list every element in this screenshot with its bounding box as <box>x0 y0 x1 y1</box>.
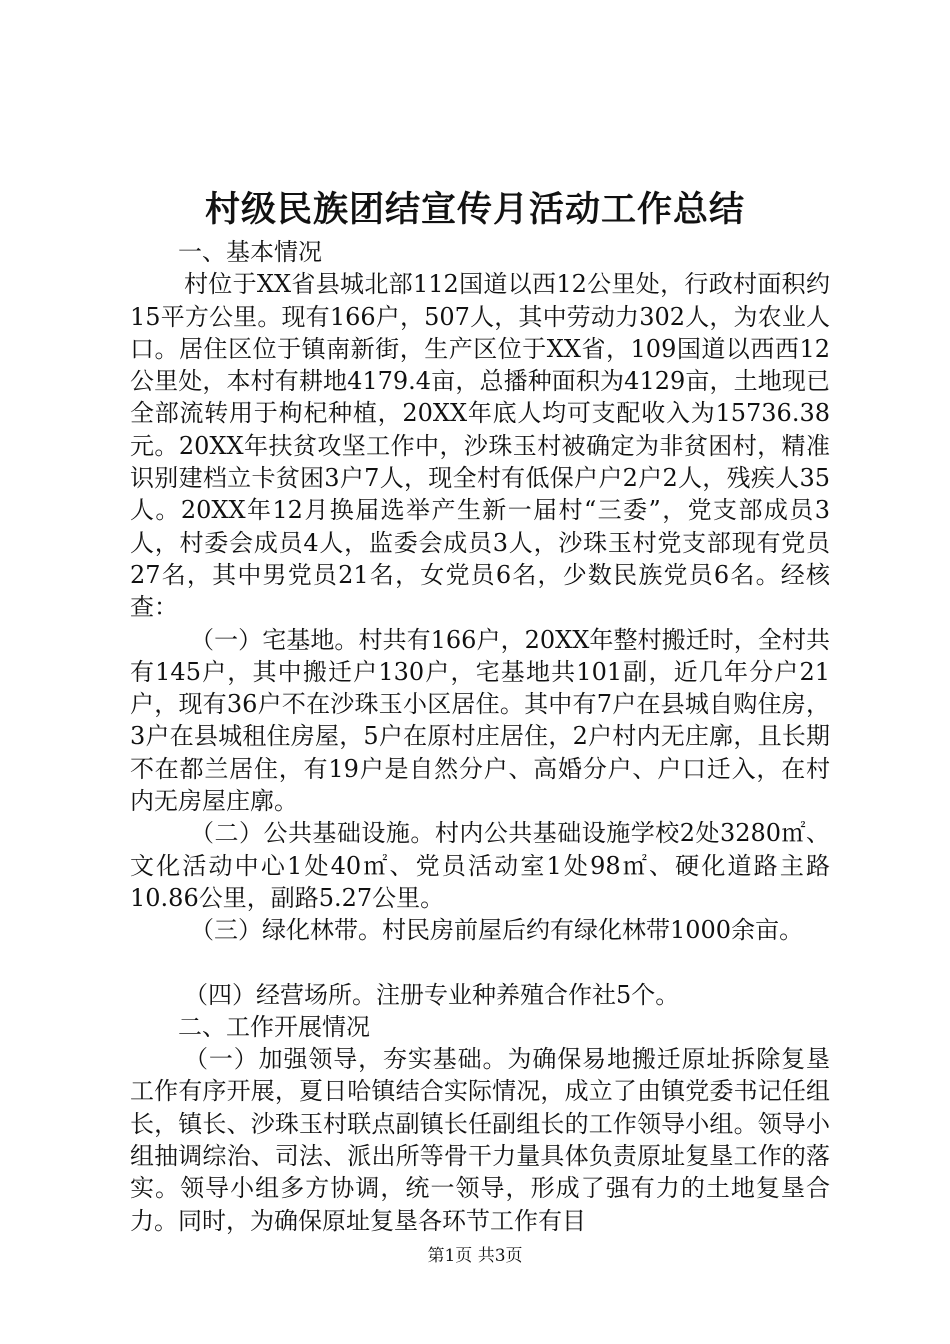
paragraph: （四）经营场所。注册专业种养殖合作社5个。 <box>184 980 680 1009</box>
paragraph: （一）加强领导，夯实基础。为确保易地搬迁原址拆除复垦工作有序开展，夏日哈镇结合实际情况，成立了由镇党委书记任组长，镇长、沙珠玉村联点副镇长任副组长的工作领导小组。领导小组抽调综治、司法、派出所等骨干力量具体负责原址复垦工作的落实。领导小组多方协调，统一领导，形成了强有力的土地复垦合力。同时，为确保原址复垦各环节工作有目 <box>130 1045 830 1235</box>
page-footer: 第1页 共3页 <box>427 1246 523 1266</box>
section-heading: 二、工作开展情况 <box>178 1012 370 1041</box>
paragraph: （一）宅基地。村共有166户，20XX年整村搬迁时，全村共有145户，其中搬迁户130户，宅基地共101副，近几年分户21户，现有36户不在沙珠玉小区居住。其中有7户在县城自购住房，3户在县城租住房屋，5户在原村庄居住，2户村内无庄廓，且长期不在都兰居住，有19户是自然分户、高婚分户、户口迁入，在村内无房屋庄廓。 <box>130 625 830 816</box>
paragraph: （二）公共基础设施。村内公共基础设施学校2处3280㎡、文化活动中心1处40㎡、党员活动室1处98㎡、硬化道路主路10.86公里，副路5.27公里。 <box>130 819 830 912</box>
section-heading: 一、基本情况 <box>178 238 322 266</box>
document-body <box>130 236 830 1237</box>
paragraph: （三）绿化林带。村民房前屋后约有绿化林带1000余亩。 <box>190 916 804 945</box>
document-title: 村级民族团结宣传月活动工作总结 <box>204 189 745 230</box>
paragraph: 村位于XX省县城北部112国道以西12公里处，行政村面积约15平方公里。现有166户，507人，其中劳动力302人，为农业人口。居住区位于镇南新街，生产区位于XX省，109国道以西西12公里处，本村有耕地4179.4亩，总播种面积为4129亩，土地现已全部流转用于枸杞种植，20XX年底人均可支配收入为15736.38元。20XX年扶贫攻坚工作中，沙珠玉村被确定为非贫困村，精准识别建档立卡贫困3户7人，现全村有低保户户2户2人，残疾人35人。20XX年12月换届选举产生新一届村“三委”，党支部成员3人，村委会成员4人，监委会成员3人，沙珠玉村党支部现有党员27名，其中男党员21名，女党员6名，少数民族党员6名。经核查： <box>130 270 830 622</box>
